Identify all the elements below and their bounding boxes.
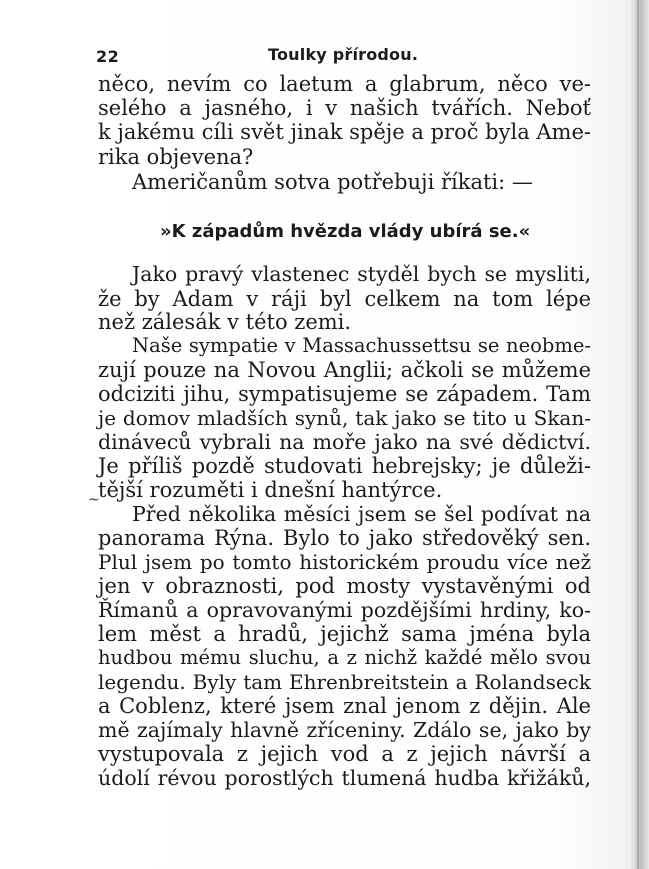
text-line: panorama Rýna. Bylo to jako středověký sen. xyxy=(98,526,591,550)
text-line: údolí révou porostlých tlumená hudba křižáků, xyxy=(98,766,591,790)
text-line: je domov mladších synů, tak jako se tito u Skan- xyxy=(98,406,591,430)
text-line: zují pouze na Novou Anglii; ačkoli se můžeme xyxy=(98,358,591,382)
motto-quote: »K západům hvězda vlády ubírá se.« xyxy=(160,221,531,242)
text-line: jen v obraznosti, pod mosty vystavěnými od xyxy=(98,574,591,598)
text-line: něco, nevím co laetum a glabrum, něco ve- xyxy=(98,72,591,96)
text-line: mě zajímaly hlavně zříceniny. Zdálo se, jako by xyxy=(98,718,591,742)
text-line: rika objevena? xyxy=(98,145,254,169)
text-line: než zálesák v této zemi. xyxy=(98,310,352,334)
text-line: Naše sympatie v Massachussettsu se neobme- xyxy=(132,334,591,357)
text-line: dináveců vybrali na moře jako na své dědictví. xyxy=(98,430,591,454)
text-line: Je příliš pozdě studovati hebrejsky; je důleži- xyxy=(98,454,591,478)
text-line: Římanů a opravovanými pozdějšími hrdiny, ko- xyxy=(98,598,591,622)
margin-pencil-mark: ~ xyxy=(88,492,100,508)
text-line: Američanům sotva potřebuji říkati: — xyxy=(132,170,533,194)
text-line: a Coblenz, které jsem znal jenom z dějin. Ale xyxy=(98,694,591,718)
running-title: Toulky přírodou. xyxy=(268,45,419,64)
page-edge-line xyxy=(637,0,639,869)
text-line: vystupovala z jejich vod a z jejich návrší a xyxy=(98,742,591,766)
text-line: Plul jsem po tomto historickém proudu více než xyxy=(98,550,591,574)
text-line: že by Adam v ráji byl celkem na tom lépe xyxy=(98,287,591,311)
text-line: tější rozuměti i dnešní hantýrce. xyxy=(98,478,443,502)
page-number: 22 xyxy=(96,47,120,66)
text-line: hudbou mému sluchu, a z nichž každé mělo svou xyxy=(98,646,591,669)
text-line: Jako pravý vlastenec styděl bych se mysliti, xyxy=(132,262,591,286)
text-line: Před několika měsíci jsem se šel podívat na xyxy=(132,502,591,526)
text-line: lem měst a hradů, jejichž sama jména byla xyxy=(98,622,591,646)
text-line: k jakému cíli svět jinak spěje a proč byla Ame- xyxy=(98,120,591,144)
text-line: odciziti jihu, sympatisujeme se západem. Tam xyxy=(98,382,591,406)
text-line: legendu. Byly tam Ehrenbreitstein a Rolandseck xyxy=(98,670,591,694)
text-line: selého a jasného, i v našich tvářích. Neboť xyxy=(98,96,591,120)
